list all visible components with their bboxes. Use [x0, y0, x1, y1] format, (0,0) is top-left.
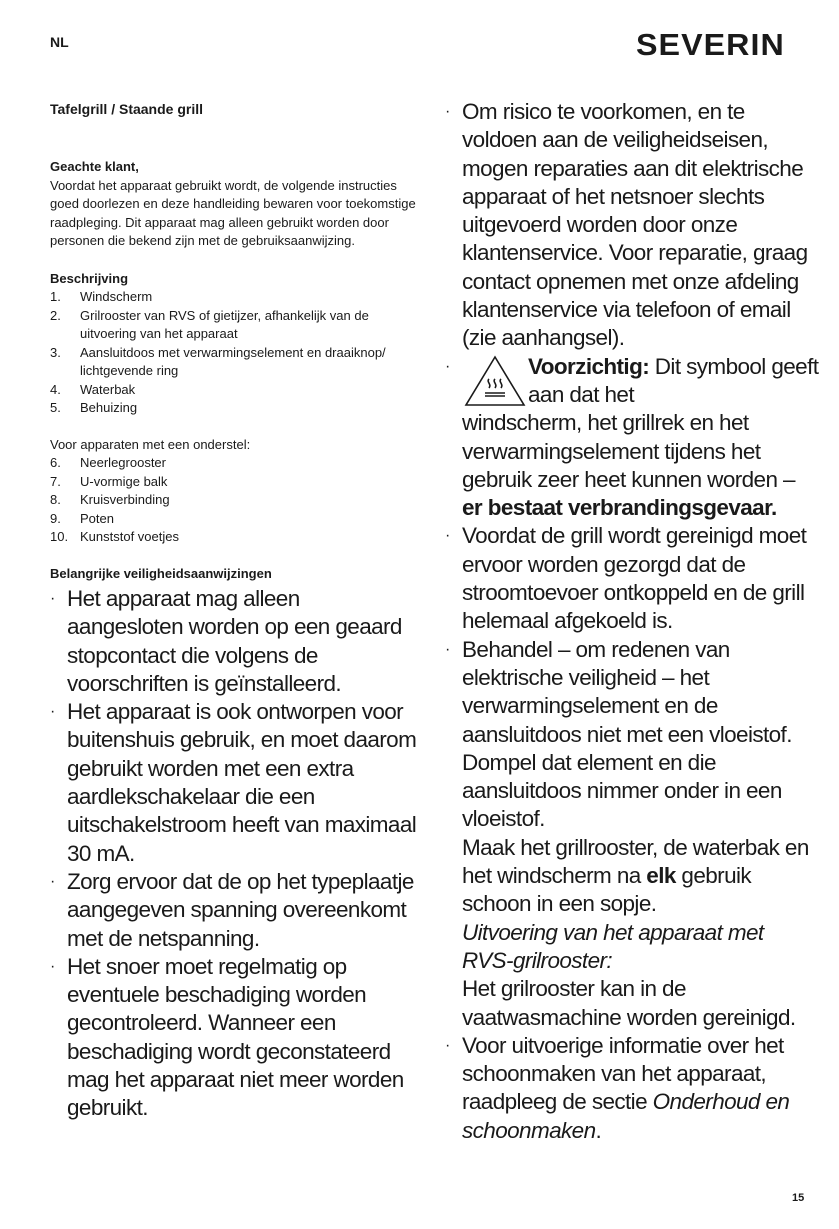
- description-section: [50, 270, 420, 418]
- list-item: · Voor uitvoerige informatie over het schoonmaken van het apparaat, raadpleeg de sectie Onderhoud en schoonmaken.: [445, 1032, 790, 1143]
- stand-section: [50, 436, 420, 547]
- list-item: 6. Neerlegrooster: [50, 455, 166, 470]
- list-item: · Zorg ervoor dat de op het typeplaatje aangegeven spanning overeenkomt met de netspanning.: [50, 868, 414, 951]
- list-item: 7. U-vormige balk: [50, 473, 168, 489]
- list-item: · Het apparaat is ook ontworpen voor buitenshuis gebruik, en moet daarom gebruikt worden met een extra aardlekschakelaar die een uitschakelstroom heeft van maximaal 30 mA.: [50, 699, 417, 866]
- stand-list: [50, 454, 420, 547]
- list-item: 3. Aansluitdoos met verwarmingselement en draaiknop/ lichtgevende ring: [50, 344, 386, 378]
- greeting: Geachte klant,: [50, 159, 139, 174]
- safety-list: [50, 585, 420, 1123]
- list-item: 5. Behuizing: [50, 400, 138, 415]
- severin-logo: SEVERIN: [636, 27, 785, 62]
- caution-item: · Voorzichtig: Dit symbool geeft aan dat het windscherm, het grillrek en het verwarmingselement tijdens het gebruik zeer heet kunnen worden – er bestaat verbrandingsgevaar.: [445, 353, 819, 521]
- list-item: · Het apparaat mag alleen aangesloten worden op een geaard stopcontact die volgens de voorschriften is geïnstalleerd.: [50, 586, 402, 696]
- description-list: [50, 288, 420, 418]
- page-number: 15: [792, 1192, 805, 1204]
- intro-text: Voordat het apparaat gebruikt wordt, de volgende instructies goed doorlezen en deze handleiding bewaren voor toekomstige raadpleging. Dit apparaat mag alleen gebruikt worden door personen die bekend zijn met de gebruiksaanwijzing.: [50, 177, 416, 248]
- safety-section: [50, 565, 420, 584]
- page-title: Tafelgrill / Staande grill: [50, 101, 203, 117]
- safety-list-continued: [445, 98, 820, 1145]
- list-item: · Het snoer moet regelmatig op eventuele beschadiging worden gecontroleerd. Wanneer een beschadiging wordt geconstateerd mag het apparaat niet meer worden gebruikt.: [50, 953, 404, 1121]
- list-item: · Behandel – om redenen van elektrische veiligheid – het verwarmingselement en de aansluitdoos niet met een vloeistof. Dompel dat element en die aansluitdoos nimmer onder in een vloeistof. Maak het grillrooster, de waterbak en het windscherm na elk gebruik schoon in een sopje. Uitvoering van het apparaat met RVS-grilrooster: Het grilrooster kan in de vaatwasmachine worden gereinigd.: [445, 636, 809, 1030]
- list-item: · Om risico te voorkomen, en te voldoen aan de veiligheidseisen, mogen reparaties aan dit elektrische apparaat of het netsnoer slechts uitgevoerd worden door onze klantenservice. Voor reparatie, graag contact opnemen met onze afdeling klantenservice via telefoon of email (zie aanhangsel).: [445, 99, 808, 351]
- list-item: 10. Kunststof voetjes: [50, 529, 179, 544]
- list-item: · Voordat de grill wordt gereinigd moet ervoor worden gezorgd dat de stroomtoevoer ontkoppeld en de grill helemaal afgekoeld is.: [445, 523, 807, 634]
- safety-heading: Belangrijke veiligheidsaanwijzingen: [50, 565, 272, 581]
- list-item: 2. Grilrooster van RVS of gietijzer, afhankelijk van de uitvoering van het apparaat: [50, 307, 369, 341]
- hot-surface-warning-icon: [462, 353, 528, 409]
- caution-label: Voorzichtig:: [528, 353, 650, 379]
- list-item: 1. Windscherm: [50, 289, 153, 304]
- description-heading: Beschrijving: [50, 270, 129, 286]
- list-item: 9. Poten: [50, 510, 114, 526]
- stand-intro: Voor apparaten met een onderstel:: [50, 436, 251, 452]
- intro-section: [50, 158, 420, 251]
- right-column: [445, 98, 820, 1145]
- language-code: NL: [50, 34, 69, 50]
- list-item: 8. Kruisverbinding: [50, 492, 170, 507]
- list-item: 4. Waterbak: [50, 381, 136, 397]
- left-column: [50, 100, 420, 1123]
